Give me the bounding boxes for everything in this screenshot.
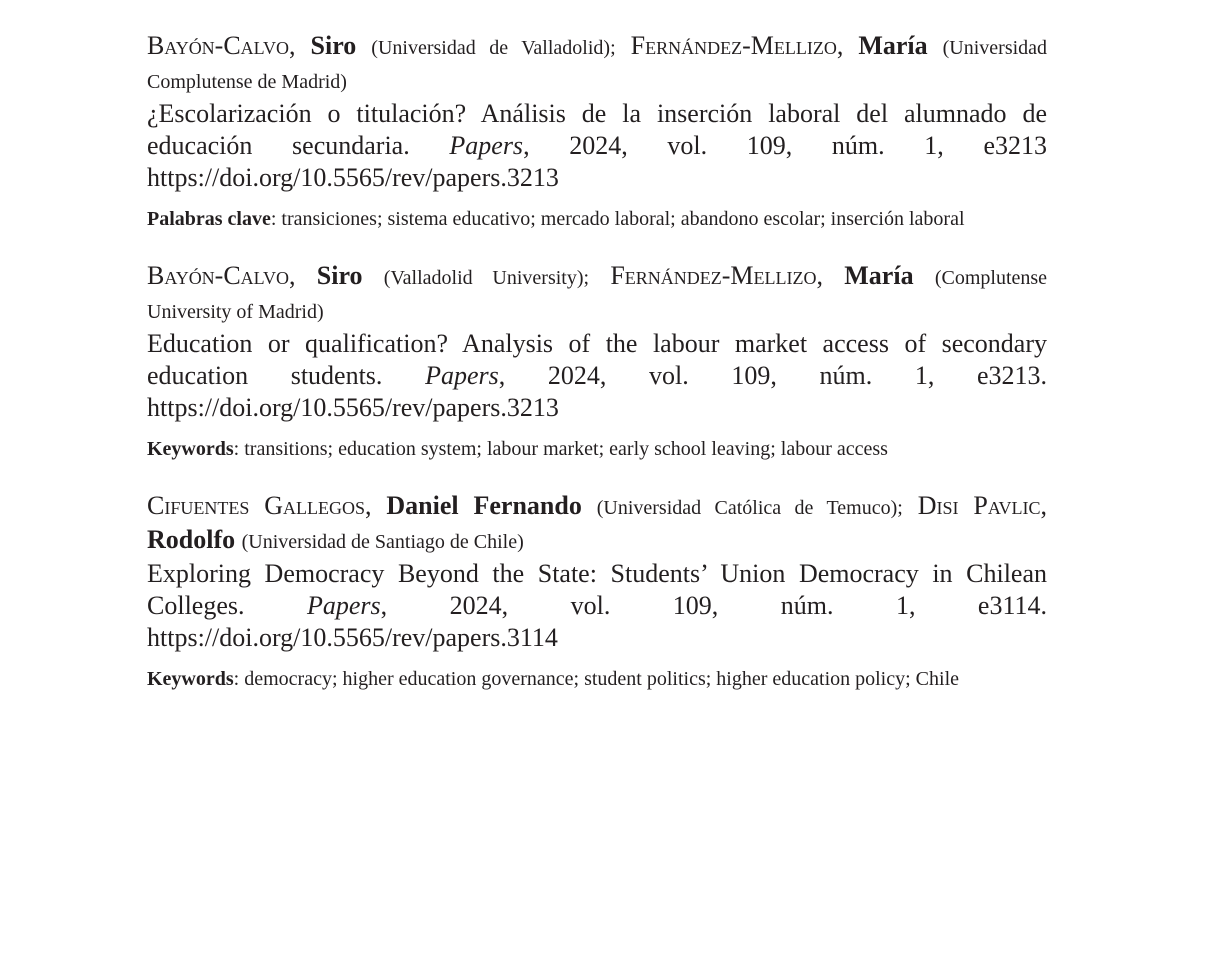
author-affiliation: (Valladolid University); [383,267,590,289]
author-affiliation: (Universidad de Valladolid); [371,37,616,59]
author-given-name: Daniel Fernando [386,491,582,520]
article-title: Exploring Democracy Beyond the State: Students’ Union Democracy in Chilean Colleges. [147,559,1047,620]
author-line [147,260,1047,328]
citation-details: , 2024, vol. 109, núm. 1, e3213 https://doi.org/10.5565/rev/papers.3213 [147,131,1048,192]
article-citation [147,328,1047,424]
keywords-label: Keywords [147,438,234,460]
author-given-name: Siro [316,261,363,290]
citation-details: , 2024, vol. 109, núm. 1, e3213. https://doi.org/10.5565/rev/papers.3213 [147,361,1047,422]
keywords-list: : transiciones; sistema educativo; mercado laboral; abandono escolar; inserción laboral [270,208,965,230]
author-surname: Cifuentes Gallegos, [147,491,372,520]
author-surname: Fernández-Mellizo, [630,31,844,60]
article-title: ¿Escolarización o titulación? Análisis de la inserción laboral del alumnado de educación secundaria. [147,99,1047,160]
keywords-label: Palabras clave [147,208,271,230]
abstracts-page [147,30,1047,692]
abstract-entry [147,30,1047,232]
keywords-list: : transitions; education system; labour market; early school leaving; labour access [233,438,888,460]
author-surname: Fernández-Mellizo, [610,261,824,290]
author-surname: Bayón-Calvo, [147,261,296,290]
author-line [147,490,1047,558]
keywords-label: Keywords [147,668,234,690]
author-affiliation: (Universidad Católica de Temuco); [596,497,903,519]
author-given-name: María [844,261,914,290]
author-surname: Bayón-Calvo, [147,31,296,60]
author-affiliation: (Universidad de Santiago de Chile) [241,531,524,553]
article-title: Education or qualification? Analysis of the labour market access of secondary education students. [147,329,1047,390]
abstract-entry [147,260,1047,462]
journal-name: Papers [425,361,499,390]
author-affiliation: (Complutense University of Madrid) [147,267,1048,323]
author-affiliation: (Universidad Complutense de Madrid) [147,37,1048,93]
journal-name: Papers [449,131,524,160]
article-citation [147,558,1047,654]
journal-name: Papers [306,591,381,620]
author-line [147,30,1047,98]
citation-details: , 2024, vol. 109, núm. 1, e3114. https://doi.org/10.5565/rev/papers.3114 [147,591,1048,652]
article-citation [147,98,1047,194]
abstract-entry [147,490,1047,692]
author-surname: Disi Pavlic, [917,491,1047,520]
keywords-line [147,436,1047,462]
author-given-name: María [858,31,928,60]
author-given-name: Rodolfo [147,525,236,554]
author-given-name: Siro [310,31,357,60]
keywords-line [147,206,1047,232]
keywords-list: : democracy; higher education governance; student politics; higher education policy; Chile [233,668,960,690]
keywords-line [147,666,1047,692]
